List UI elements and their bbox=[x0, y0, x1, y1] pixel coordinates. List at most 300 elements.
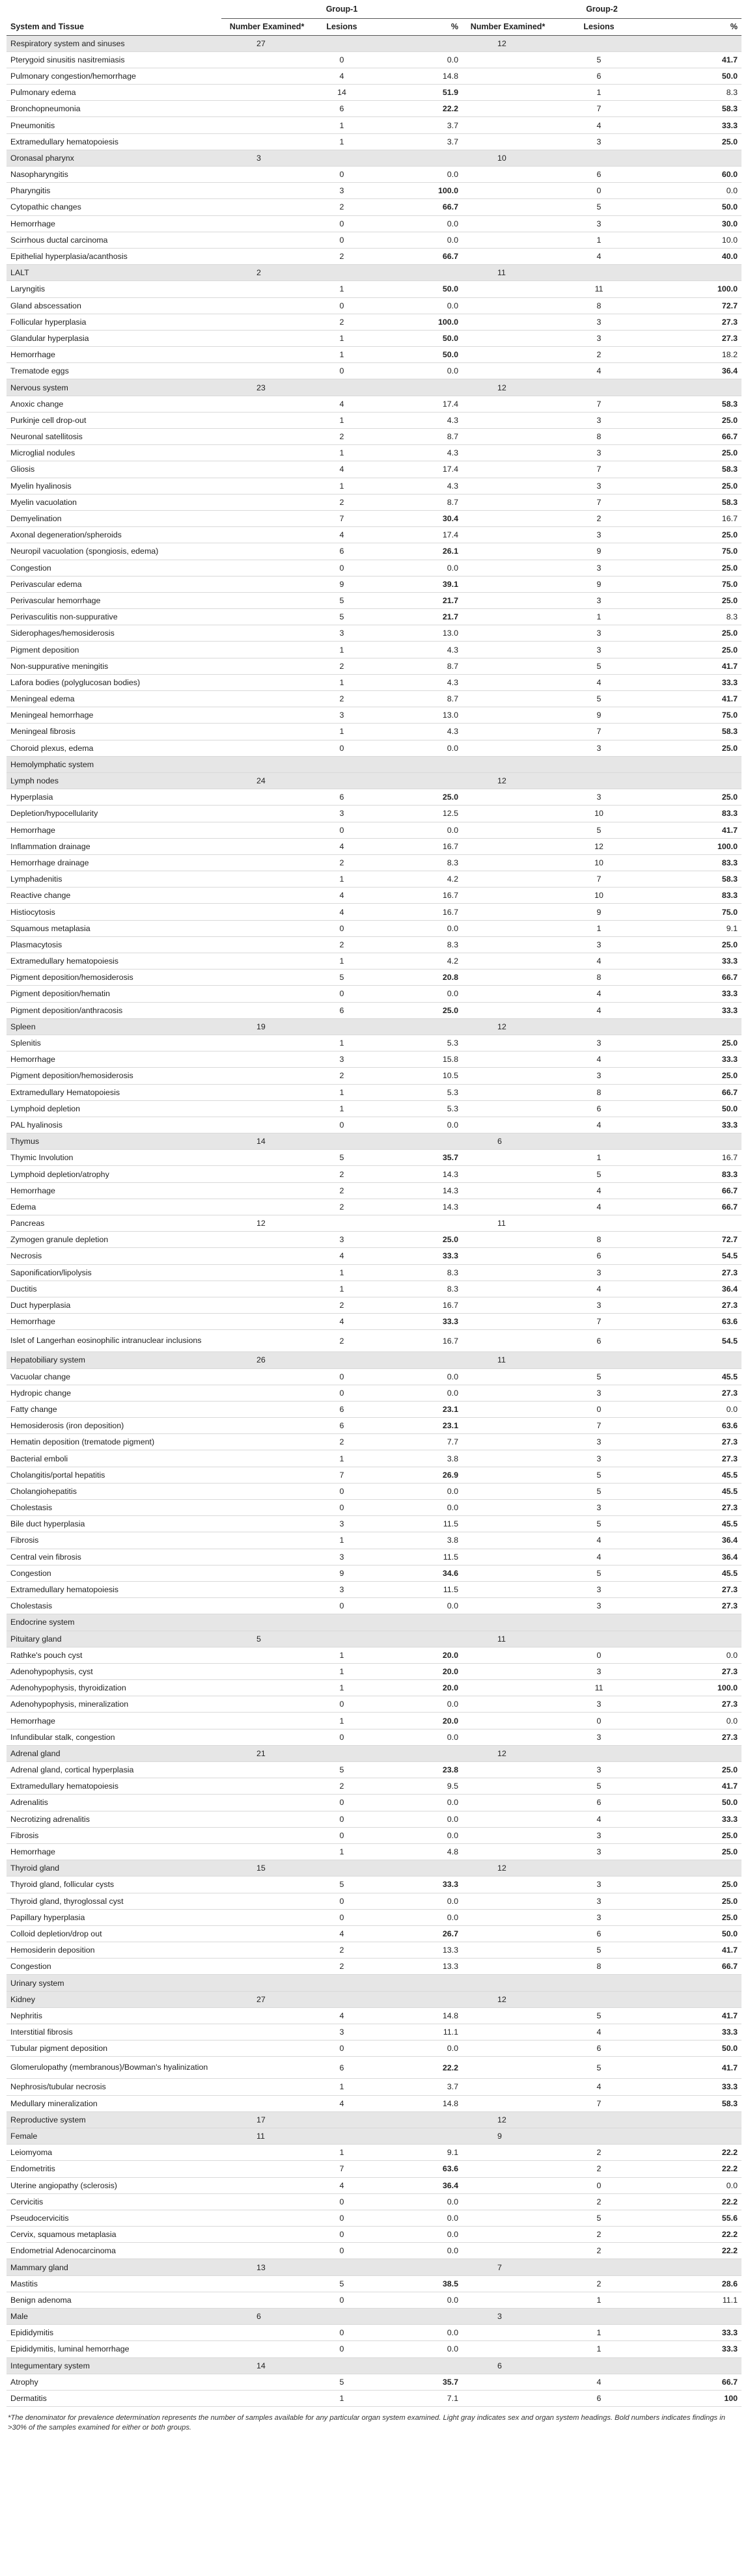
lesion-pct-g1: 22.2 bbox=[371, 101, 462, 117]
row-label: Anoxic change bbox=[7, 396, 221, 412]
lesion-row bbox=[7, 2145, 741, 2161]
row-label: Perivascular edema bbox=[7, 576, 221, 592]
lesion-pct-g2: 25.0 bbox=[644, 740, 741, 756]
row-label: Endometrial Adenocarcinoma bbox=[7, 2243, 221, 2259]
lesion-pct-g1: 23.1 bbox=[371, 1418, 462, 1434]
lesion-row bbox=[7, 1680, 741, 1696]
examined-count-g2: 3 bbox=[462, 2309, 553, 2325]
lesion-row bbox=[7, 920, 741, 936]
lesion-count-g2: 2 bbox=[553, 2161, 644, 2177]
lesion-pct-g2: 0.0 bbox=[644, 1647, 741, 1663]
lesion-count-g2: 3 bbox=[553, 592, 644, 608]
row-label: Thyroid gland, follicular cysts bbox=[7, 1877, 221, 1893]
lesion-count-g1: 2 bbox=[312, 248, 371, 264]
lesion-pct-g2: 50.0 bbox=[644, 1925, 741, 1942]
lesion-row bbox=[7, 281, 741, 297]
row-label: Glandular hyperplasia bbox=[7, 330, 221, 346]
lesion-count-g2: 7 bbox=[553, 101, 644, 117]
lesion-pct-g2: 27.3 bbox=[644, 330, 741, 346]
lesion-pct-g1: 4.3 bbox=[371, 412, 462, 428]
row-label: Cholestasis bbox=[7, 1598, 221, 1614]
row-label: Edema bbox=[7, 1199, 221, 1215]
lesion-row bbox=[7, 215, 741, 232]
lesion-pct-g1: 25.0 bbox=[371, 789, 462, 806]
row-label: Bacterial emboli bbox=[7, 1450, 221, 1467]
lesion-count-g1: 0 bbox=[312, 2341, 371, 2357]
lesion-count-g1: 0 bbox=[312, 1368, 371, 1385]
section-heading-row bbox=[7, 265, 741, 281]
lesion-row bbox=[7, 1117, 741, 1133]
lesion-pct-g1: 8.7 bbox=[371, 658, 462, 674]
examined-count-g2: 6 bbox=[462, 1133, 553, 1150]
row-label: Perivascular hemorrhage bbox=[7, 592, 221, 608]
row-label: Histiocytosis bbox=[7, 904, 221, 920]
row-label: Congestion bbox=[7, 1565, 221, 1581]
lesion-count-g1: 0 bbox=[312, 1811, 371, 1827]
row-label: Congestion bbox=[7, 560, 221, 576]
lesion-count-g2: 1 bbox=[553, 85, 644, 101]
row-label: Pulmonary congestion/hemorrhage bbox=[7, 68, 221, 84]
lesion-pct-g2: 33.3 bbox=[644, 1051, 741, 1068]
lesion-count-g1: 1 bbox=[312, 1450, 371, 1467]
row-label: Myelin hyalinosis bbox=[7, 478, 221, 494]
lesion-row bbox=[7, 1778, 741, 1795]
row-label: Nephrosis/tubular necrosis bbox=[7, 2079, 221, 2095]
lesion-count-g2: 7 bbox=[553, 1314, 644, 1330]
lesion-pct-g2: 41.7 bbox=[644, 822, 741, 838]
row-label: Zymogen granule depletion bbox=[7, 1232, 221, 1248]
row-label: Plasmacytosis bbox=[7, 936, 221, 953]
row-label: Pulmonary edema bbox=[7, 85, 221, 101]
row-label: Scirrhous ductal carcinoma bbox=[7, 232, 221, 248]
lesion-pct-g1: 38.5 bbox=[371, 2275, 462, 2292]
row-label: Hemorrhage bbox=[7, 822, 221, 838]
lesion-row bbox=[7, 1297, 741, 1313]
lesion-pct-g1: 0.0 bbox=[371, 2193, 462, 2210]
lesion-pct-g2: 33.3 bbox=[644, 1811, 741, 1827]
lesion-count-g2: 3 bbox=[553, 1877, 644, 1893]
lesion-row bbox=[7, 1002, 741, 1018]
lesion-pct-g1: 0.0 bbox=[371, 2341, 462, 2357]
lesion-count-g2: 3 bbox=[553, 789, 644, 806]
lesion-pct-g2: 22.2 bbox=[644, 2243, 741, 2259]
lesion-count-g2: 5 bbox=[553, 1778, 644, 1795]
lesion-pct-g1: 13.3 bbox=[371, 1959, 462, 1975]
lesion-pct-g2: 33.3 bbox=[644, 986, 741, 1002]
examined-count-g2: 12 bbox=[462, 1991, 553, 2007]
lesion-count-g1: 0 bbox=[312, 1909, 371, 1925]
lesion-pct-g1: 0.0 bbox=[371, 2243, 462, 2259]
lesion-row bbox=[7, 445, 741, 461]
row-label: Thymus bbox=[7, 1133, 221, 1150]
lesion-pct-g2: 22.2 bbox=[644, 2193, 741, 2210]
lesion-row bbox=[7, 1925, 741, 1942]
lesion-count-g2: 6 bbox=[553, 2040, 644, 2057]
row-label: Medullary mineralization bbox=[7, 2095, 221, 2111]
lesion-pct-g1: 16.7 bbox=[371, 838, 462, 854]
lesion-pct-g1: 14.3 bbox=[371, 1166, 462, 1182]
section-heading-row bbox=[7, 1133, 741, 1150]
lesion-pct-g1: 0.0 bbox=[371, 1811, 462, 1827]
row-label: Splenitis bbox=[7, 1035, 221, 1051]
lesion-row bbox=[7, 2040, 741, 2057]
lesion-count-g1: 2 bbox=[312, 854, 371, 871]
section-heading-row bbox=[7, 2259, 741, 2275]
lesion-count-g1: 4 bbox=[312, 2095, 371, 2111]
lesion-count-g1: 2 bbox=[312, 1297, 371, 1313]
lesion-row bbox=[7, 527, 741, 543]
row-label: Necrosis bbox=[7, 1248, 221, 1264]
section-heading-row bbox=[7, 2128, 741, 2144]
lesion-row bbox=[7, 85, 741, 101]
examined-count-g2: 11 bbox=[462, 1215, 553, 1232]
lesion-row bbox=[7, 1893, 741, 1909]
lesion-pct-g1: 33.3 bbox=[371, 1314, 462, 1330]
lesion-count-g2: 3 bbox=[553, 1500, 644, 1516]
examined-count-g1: 27 bbox=[221, 1991, 312, 2007]
group-2-heading: Group-2 bbox=[462, 0, 741, 18]
lesion-pct-g2: 27.3 bbox=[644, 1385, 741, 1401]
lesion-pct-g1: 11.5 bbox=[371, 1549, 462, 1565]
lesion-row bbox=[7, 1959, 741, 1975]
lesion-count-g1: 0 bbox=[312, 297, 371, 314]
row-label: Extramedullary hematopoiesis bbox=[7, 133, 221, 150]
lesion-pct-g2: 9.1 bbox=[644, 920, 741, 936]
row-label: Vacuolar change bbox=[7, 1368, 221, 1385]
row-label: Tubular pigment deposition bbox=[7, 2040, 221, 2057]
examined-count-g1: 15 bbox=[221, 1860, 312, 1877]
lesion-count-g1: 5 bbox=[312, 969, 371, 986]
lesion-count-g1: 1 bbox=[312, 117, 371, 133]
row-label: Interstitial fibrosis bbox=[7, 2024, 221, 2040]
lesion-count-g2: 3 bbox=[553, 1450, 644, 1467]
lesion-count-g2: 3 bbox=[553, 1297, 644, 1313]
row-label: Hemosiderosis (iron deposition) bbox=[7, 1418, 221, 1434]
lesion-pct-g2: 36.4 bbox=[644, 363, 741, 379]
lesion-pct-g1: 10.5 bbox=[371, 1068, 462, 1084]
lesion-count-g2: 1 bbox=[553, 1150, 644, 1166]
lesion-count-g2: 3 bbox=[553, 412, 644, 428]
lesion-count-g1: 0 bbox=[312, 920, 371, 936]
examined-count-g1 bbox=[221, 1975, 312, 1991]
row-label: Pterygoid sinusitis nasitremiasis bbox=[7, 51, 221, 68]
row-label: Pseudocervicitis bbox=[7, 2210, 221, 2226]
lesion-pct-g2: 27.3 bbox=[644, 1500, 741, 1516]
lesion-count-g1: 6 bbox=[312, 1002, 371, 1018]
row-label: Purkinje cell drop-out bbox=[7, 412, 221, 428]
lesion-count-g2: 3 bbox=[553, 1663, 644, 1679]
lesion-pct-g2: 41.7 bbox=[644, 51, 741, 68]
row-label: Neuropil vacuolation (spongiosis, edema) bbox=[7, 543, 221, 560]
lesion-count-g2: 2 bbox=[553, 2193, 644, 2210]
lesion-count-g1: 1 bbox=[312, 347, 371, 363]
lesion-pct-g2: 58.3 bbox=[644, 461, 741, 478]
lesion-count-g1: 1 bbox=[312, 1100, 371, 1117]
lesion-count-g2: 5 bbox=[553, 1368, 644, 1385]
lesion-pct-g1: 0.0 bbox=[371, 1368, 462, 1385]
lesion-row bbox=[7, 1516, 741, 1532]
lesion-pct-g2: 8.3 bbox=[644, 85, 741, 101]
lesion-row bbox=[7, 314, 741, 330]
row-label: Extramedullary hematopoiesis bbox=[7, 1581, 221, 1597]
lesion-pct-g1: 26.1 bbox=[371, 543, 462, 560]
lesion-pct-g2: 30.0 bbox=[644, 215, 741, 232]
lesion-count-g1: 3 bbox=[312, 1051, 371, 1068]
lesion-pct-g2: 58.3 bbox=[644, 724, 741, 740]
lesion-row bbox=[7, 1281, 741, 1297]
lesion-pct-g2: 45.5 bbox=[644, 1516, 741, 1532]
row-label: Oronasal pharynx bbox=[7, 150, 221, 166]
lesion-count-g1: 2 bbox=[312, 1959, 371, 1975]
row-label: Hemolymphatic system bbox=[7, 756, 221, 772]
lesion-row bbox=[7, 1166, 741, 1182]
examined-count-g2: 12 bbox=[462, 1745, 553, 1761]
lesion-count-g2: 5 bbox=[553, 2007, 644, 2024]
row-label: Pancreas bbox=[7, 1215, 221, 1232]
lesion-pct-g2: 40.0 bbox=[644, 248, 741, 264]
lesion-row bbox=[7, 1598, 741, 1614]
lesion-pct-g2: 16.7 bbox=[644, 1150, 741, 1166]
lesion-count-g2: 0 bbox=[553, 183, 644, 199]
lesion-pct-g2: 45.5 bbox=[644, 1483, 741, 1499]
row-label: Cytopathic changes bbox=[7, 199, 221, 215]
lesion-pct-g2: 25.0 bbox=[644, 133, 741, 150]
lesion-pct-g1: 3.7 bbox=[371, 133, 462, 150]
lesion-count-g2: 5 bbox=[553, 1166, 644, 1182]
row-label: Adrenal gland, cortical hyperplasia bbox=[7, 1762, 221, 1778]
lesion-count-g1: 0 bbox=[312, 2040, 371, 2057]
lesion-count-g1: 14 bbox=[312, 85, 371, 101]
lesion-pct-g1: 13.3 bbox=[371, 1942, 462, 1959]
lesion-row bbox=[7, 1100, 741, 1117]
lesion-count-g2: 3 bbox=[553, 1909, 644, 1925]
examined-count-g2: 12 bbox=[462, 2111, 553, 2128]
examined-count-g2: 12 bbox=[462, 772, 553, 789]
examined-count-g1: 19 bbox=[221, 1018, 312, 1035]
examined-count-g1 bbox=[221, 1614, 312, 1631]
lesion-count-g2: 4 bbox=[553, 1281, 644, 1297]
row-label: Extramedullary hematopoiesis bbox=[7, 953, 221, 969]
lesion-count-g2: 4 bbox=[553, 363, 644, 379]
lesion-pct-g1: 0.0 bbox=[371, 560, 462, 576]
row-label: Necrotizing adrenalitis bbox=[7, 1811, 221, 1827]
lesion-count-g1: 1 bbox=[312, 1713, 371, 1729]
lesion-row bbox=[7, 133, 741, 150]
lesion-row bbox=[7, 691, 741, 707]
lesion-pct-g2: 63.6 bbox=[644, 1314, 741, 1330]
lesion-count-g2: 7 bbox=[553, 724, 644, 740]
lesion-pct-g1: 0.0 bbox=[371, 2292, 462, 2308]
row-label: Neuronal satellitosis bbox=[7, 429, 221, 445]
lesion-pct-g1: 9.5 bbox=[371, 1778, 462, 1795]
examined-count-g1: 3 bbox=[221, 150, 312, 166]
lesion-count-g2: 6 bbox=[553, 2390, 644, 2406]
lesion-pct-g1: 8.3 bbox=[371, 1264, 462, 1281]
lesion-count-g1: 0 bbox=[312, 51, 371, 68]
lesion-pct-g1: 16.7 bbox=[371, 904, 462, 920]
lesion-pct-g1: 25.0 bbox=[371, 1002, 462, 1018]
lesion-row bbox=[7, 1434, 741, 1450]
lesion-pct-g1: 17.4 bbox=[371, 461, 462, 478]
lesion-count-g2: 5 bbox=[553, 2057, 644, 2079]
lesion-pct-g2: 66.7 bbox=[644, 1182, 741, 1199]
lesion-pct-g2: 36.4 bbox=[644, 1281, 741, 1297]
lesion-row bbox=[7, 1909, 741, 1925]
row-label: Meningeal edema bbox=[7, 691, 221, 707]
examined-count-g2: 7 bbox=[462, 2259, 553, 2275]
lesion-count-g1: 1 bbox=[312, 2079, 371, 2095]
lesion-pct-g1: 14.3 bbox=[371, 1199, 462, 1215]
row-label: Follicular hyperplasia bbox=[7, 314, 221, 330]
section-heading-row bbox=[7, 1018, 741, 1035]
lesion-row bbox=[7, 625, 741, 642]
lesion-count-g1: 9 bbox=[312, 576, 371, 592]
lesion-pct-g1: 21.7 bbox=[371, 609, 462, 625]
lesion-row bbox=[7, 199, 741, 215]
lesion-pct-g1: 25.0 bbox=[371, 1232, 462, 1248]
lesion-pct-g2: 22.2 bbox=[644, 2145, 741, 2161]
lesion-pct-g2: 25.0 bbox=[644, 1893, 741, 1909]
lesion-pct-g1: 0.0 bbox=[371, 2040, 462, 2057]
lesion-pct-g2: 25.0 bbox=[644, 1827, 741, 1843]
lesion-row bbox=[7, 2161, 741, 2177]
lesion-row bbox=[7, 1330, 741, 1352]
lesion-pct-g2: 75.0 bbox=[644, 904, 741, 920]
lesion-count-g2: 1 bbox=[553, 2325, 644, 2341]
lesion-count-g2: 3 bbox=[553, 445, 644, 461]
lesion-count-g2: 0 bbox=[553, 2177, 644, 2193]
row-label: Infundibular stalk, congestion bbox=[7, 1729, 221, 1745]
table-footnote: *The denominator for prevalence determination represents the number of samples available for any particular organ system examined. Light gray indicates sex and organ system headings. Bold numbers indicates findings in >30% of the samples examined for either or both groups. bbox=[8, 2414, 725, 2432]
lesion-count-g2: 6 bbox=[553, 1925, 644, 1942]
lesion-row bbox=[7, 1068, 741, 1084]
lesion-count-g1: 2 bbox=[312, 658, 371, 674]
lesion-pct-g1: 0.0 bbox=[371, 1117, 462, 1133]
lesion-pct-g1: 4.3 bbox=[371, 724, 462, 740]
row-label: Spleen bbox=[7, 1018, 221, 1035]
lesion-pct-g1: 0.0 bbox=[371, 1729, 462, 1745]
examined-count-g2: 6 bbox=[462, 2357, 553, 2374]
lesion-count-g1: 0 bbox=[312, 986, 371, 1002]
examined-count-g1: 17 bbox=[221, 2111, 312, 2128]
column-header-examined-g1: Number Examined* bbox=[221, 18, 312, 35]
lesion-count-g1: 2 bbox=[312, 429, 371, 445]
lesion-row bbox=[7, 1729, 741, 1745]
lesion-count-g1: 1 bbox=[312, 330, 371, 346]
lesion-pct-g1: 8.7 bbox=[371, 494, 462, 510]
lesion-count-g2: 5 bbox=[553, 1467, 644, 1483]
lesion-pct-g1: 4.3 bbox=[371, 642, 462, 658]
lesion-pct-g1: 34.6 bbox=[371, 1565, 462, 1581]
lesion-count-g1: 0 bbox=[312, 1598, 371, 1614]
lesion-pct-g2: 27.3 bbox=[644, 1696, 741, 1713]
lesion-pct-g1: 22.2 bbox=[371, 2057, 462, 2079]
lesion-pct-g1: 4.2 bbox=[371, 871, 462, 888]
lesion-pct-g1: 0.0 bbox=[371, 1795, 462, 1811]
row-label: Extramedullary hematopoiesis bbox=[7, 1778, 221, 1795]
column-header-lesions-g1: Lesions bbox=[312, 18, 371, 35]
lesion-row bbox=[7, 1942, 741, 1959]
lesion-count-g2: 4 bbox=[553, 1199, 644, 1215]
lesion-pct-g1: 36.4 bbox=[371, 2177, 462, 2193]
lesion-count-g2: 1 bbox=[553, 609, 644, 625]
lesion-count-g1: 5 bbox=[312, 1877, 371, 1893]
lesion-pct-g2: 100.0 bbox=[644, 838, 741, 854]
lesion-pct-g2: 27.3 bbox=[644, 1729, 741, 1745]
lesion-count-g2: 4 bbox=[553, 1182, 644, 1199]
examined-count-g2 bbox=[462, 1975, 553, 1991]
lesion-count-g2: 3 bbox=[553, 1843, 644, 1860]
lesion-count-g1: 9 bbox=[312, 1565, 371, 1581]
row-label: PAL hyalinosis bbox=[7, 1117, 221, 1133]
lesion-row bbox=[7, 2292, 741, 2308]
row-label: Islet of Langerhan eosinophilic intranuclear inclusions bbox=[7, 1330, 221, 1352]
lesion-pct-g2: 50.0 bbox=[644, 2040, 741, 2057]
lesion-count-g2: 5 bbox=[553, 1516, 644, 1532]
lesion-pct-g2: 83.3 bbox=[644, 888, 741, 904]
lesion-row bbox=[7, 2374, 741, 2390]
row-label: Meningeal hemorrhage bbox=[7, 707, 221, 724]
lesion-count-g1: 2 bbox=[312, 1778, 371, 1795]
examined-count-g2: 12 bbox=[462, 379, 553, 396]
lesion-row bbox=[7, 494, 741, 510]
lesion-pct-g2: 25.0 bbox=[644, 445, 741, 461]
row-label: Colloid depletion/drop out bbox=[7, 1925, 221, 1942]
lesion-pct-g1: 5.3 bbox=[371, 1084, 462, 1100]
lesion-pct-g1: 5.3 bbox=[371, 1035, 462, 1051]
lesion-row bbox=[7, 560, 741, 576]
lesion-count-g2: 3 bbox=[553, 560, 644, 576]
lesion-count-g1: 0 bbox=[312, 1893, 371, 1909]
lesion-count-g1: 5 bbox=[312, 609, 371, 625]
section-heading-row bbox=[7, 2309, 741, 2325]
lesion-count-g1: 6 bbox=[312, 543, 371, 560]
lesion-count-g1: 0 bbox=[312, 1827, 371, 1843]
lesion-pct-g2: 41.7 bbox=[644, 658, 741, 674]
row-label: Perivasculitis non-suppurative bbox=[7, 609, 221, 625]
lesion-count-g1: 4 bbox=[312, 396, 371, 412]
lesion-count-g1: 0 bbox=[312, 1117, 371, 1133]
lesion-pct-g1: 51.9 bbox=[371, 85, 462, 101]
lesion-pct-g2: 27.3 bbox=[644, 1663, 741, 1679]
lesion-count-g2: 3 bbox=[553, 1581, 644, 1597]
lesion-pct-g1: 0.0 bbox=[371, 2325, 462, 2341]
lesion-count-g2: 8 bbox=[553, 429, 644, 445]
lesion-pct-g2: 27.3 bbox=[644, 1581, 741, 1597]
lesion-count-g2: 3 bbox=[553, 478, 644, 494]
lesion-pct-g1: 14.8 bbox=[371, 68, 462, 84]
lesion-count-g1: 2 bbox=[312, 1182, 371, 1199]
lesion-row bbox=[7, 2227, 741, 2243]
lesion-pct-g1: 20.0 bbox=[371, 1663, 462, 1679]
lesion-count-g1: 1 bbox=[312, 133, 371, 150]
lesion-count-g2: 6 bbox=[553, 1100, 644, 1117]
lesion-count-g1: 6 bbox=[312, 1401, 371, 1417]
lesion-pct-g1: 16.7 bbox=[371, 1297, 462, 1313]
examined-count-g2: 11 bbox=[462, 1631, 553, 1647]
row-label: Epididymitis bbox=[7, 2325, 221, 2341]
lesion-count-g1: 5 bbox=[312, 2374, 371, 2390]
lesion-pct-g1: 8.7 bbox=[371, 691, 462, 707]
lesion-count-g2: 1 bbox=[553, 920, 644, 936]
lesion-count-g2: 4 bbox=[553, 117, 644, 133]
row-label: Hemorrhage bbox=[7, 347, 221, 363]
lesion-count-g2: 3 bbox=[553, 133, 644, 150]
lesion-row bbox=[7, 2024, 741, 2040]
row-label: Female bbox=[7, 2128, 221, 2144]
lesion-row bbox=[7, 642, 741, 658]
lesion-count-g1: 1 bbox=[312, 1647, 371, 1663]
